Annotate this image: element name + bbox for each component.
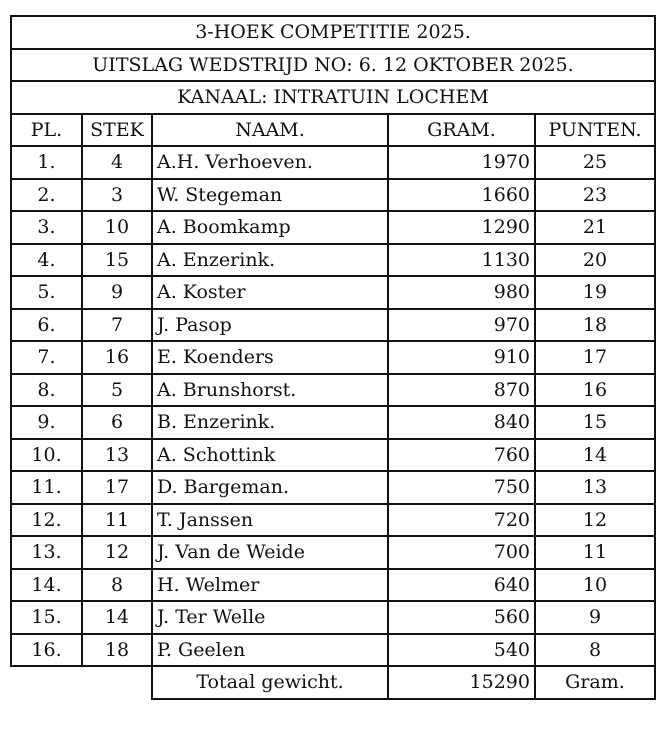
cell-gram: 540 [388, 634, 535, 667]
cell-stek: 13 [82, 439, 152, 472]
cell-stek: 12 [82, 536, 152, 569]
cell-stek: 5 [82, 374, 152, 407]
cell-stek: 18 [82, 634, 152, 667]
cell-naam: E. Koenders [152, 341, 388, 374]
cell-naam: B. Enzerink. [152, 406, 388, 439]
cell-stek: 8 [82, 569, 152, 602]
cell-stek: 11 [82, 504, 152, 537]
cell-punten: 19 [535, 276, 655, 309]
table-row [11, 471, 655, 504]
cell-gram: 840 [388, 406, 535, 439]
cell-pl: 11. [11, 471, 82, 504]
cell-pl: 5. [11, 276, 82, 309]
cell-pl: 9. [11, 406, 82, 439]
cell-naam: J. Pasop [152, 309, 388, 342]
cell-punten: 17 [535, 341, 655, 374]
cell-gram: 870 [388, 374, 535, 407]
cell-pl: 3. [11, 211, 82, 244]
results-table [10, 15, 656, 700]
cell-stek: 4 [82, 146, 152, 179]
cell-naam: A. Koster [152, 276, 388, 309]
match-subtitle: UITSLAG WEDSTRIJD NO: 6. 12 OKTOBER 2025. [11, 49, 655, 82]
cell-punten: 23 [535, 179, 655, 212]
title-row [11, 16, 655, 49]
cell-stek: 15 [82, 244, 152, 277]
cell-gram: 980 [388, 276, 535, 309]
cell-stek: 3 [82, 179, 152, 212]
cell-punten: 9 [535, 601, 655, 634]
table-row [11, 276, 655, 309]
cell-gram: 700 [388, 536, 535, 569]
cell-naam: A. Boomkamp [152, 211, 388, 244]
cell-pl: 16. [11, 634, 82, 667]
cell-naam: P. Geelen [152, 634, 388, 667]
match-location: KANAAL: INTRATUIN LOCHEM [11, 81, 655, 114]
cell-naam: A. Enzerink. [152, 244, 388, 277]
cell-pl: 6. [11, 309, 82, 342]
total-row-spacer [11, 666, 152, 699]
cell-pl: 7. [11, 341, 82, 374]
cell-pl: 4. [11, 244, 82, 277]
cell-punten: 10 [535, 569, 655, 602]
cell-pl: 8. [11, 374, 82, 407]
column-header-gram: GRAM. [388, 114, 535, 147]
cell-naam: A. Brunshorst. [152, 374, 388, 407]
cell-gram: 750 [388, 471, 535, 504]
cell-gram: 560 [388, 601, 535, 634]
table-row [11, 504, 655, 537]
cell-punten: 8 [535, 634, 655, 667]
cell-gram: 910 [388, 341, 535, 374]
table-row [11, 179, 655, 212]
cell-stek: 14 [82, 601, 152, 634]
cell-punten: 16 [535, 374, 655, 407]
table-row [11, 244, 655, 277]
table-row [11, 211, 655, 244]
table-row [11, 341, 655, 374]
cell-naam: A.H. Verhoeven. [152, 146, 388, 179]
cell-naam: A. Schottink [152, 439, 388, 472]
table-row [11, 634, 655, 667]
cell-punten: 20 [535, 244, 655, 277]
column-header-naam: NAAM. [152, 114, 388, 147]
table-row [11, 374, 655, 407]
table-row [11, 406, 655, 439]
subtitle-row [11, 49, 655, 82]
table-row [11, 601, 655, 634]
cell-pl: 10. [11, 439, 82, 472]
competition-title: 3-HOEK COMPETITIE 2025. [11, 16, 655, 49]
total-value: 15290 [388, 666, 535, 699]
column-header-stek: STEK [82, 114, 152, 147]
cell-naam: H. Welmer [152, 569, 388, 602]
cell-naam: W. Stegeman [152, 179, 388, 212]
cell-pl: 13. [11, 536, 82, 569]
cell-pl: 2. [11, 179, 82, 212]
cell-punten: 25 [535, 146, 655, 179]
cell-naam: J. Van de Weide [152, 536, 388, 569]
table-row [11, 536, 655, 569]
table-row [11, 309, 655, 342]
cell-punten: 18 [535, 309, 655, 342]
cell-pl: 14. [11, 569, 82, 602]
cell-punten: 14 [535, 439, 655, 472]
cell-naam: T. Janssen [152, 504, 388, 537]
cell-pl: 12. [11, 504, 82, 537]
cell-stek: 9 [82, 276, 152, 309]
cell-stek: 16 [82, 341, 152, 374]
total-row [11, 666, 655, 699]
cell-gram: 1290 [388, 211, 535, 244]
cell-pl: 15. [11, 601, 82, 634]
column-header-pl: PL. [11, 114, 82, 147]
cell-punten: 11 [535, 536, 655, 569]
total-label: Totaal gewicht. [152, 666, 388, 699]
cell-gram: 1660 [388, 179, 535, 212]
cell-gram: 1970 [388, 146, 535, 179]
cell-gram: 720 [388, 504, 535, 537]
cell-naam: D. Bargeman. [152, 471, 388, 504]
table-row [11, 569, 655, 602]
cell-stek: 7 [82, 309, 152, 342]
cell-pl: 1. [11, 146, 82, 179]
cell-gram: 760 [388, 439, 535, 472]
cell-stek: 10 [82, 211, 152, 244]
total-unit: Gram. [535, 666, 655, 699]
cell-naam: J. Ter Welle [152, 601, 388, 634]
cell-punten: 21 [535, 211, 655, 244]
cell-stek: 6 [82, 406, 152, 439]
column-header-row [11, 114, 655, 147]
cell-punten: 15 [535, 406, 655, 439]
cell-punten: 13 [535, 471, 655, 504]
table-row [11, 439, 655, 472]
cell-punten: 12 [535, 504, 655, 537]
location-row [11, 81, 655, 114]
cell-stek: 17 [82, 471, 152, 504]
column-header-punten: PUNTEN. [535, 114, 655, 147]
cell-gram: 1130 [388, 244, 535, 277]
table-row [11, 146, 655, 179]
cell-gram: 970 [388, 309, 535, 342]
cell-gram: 640 [388, 569, 535, 602]
